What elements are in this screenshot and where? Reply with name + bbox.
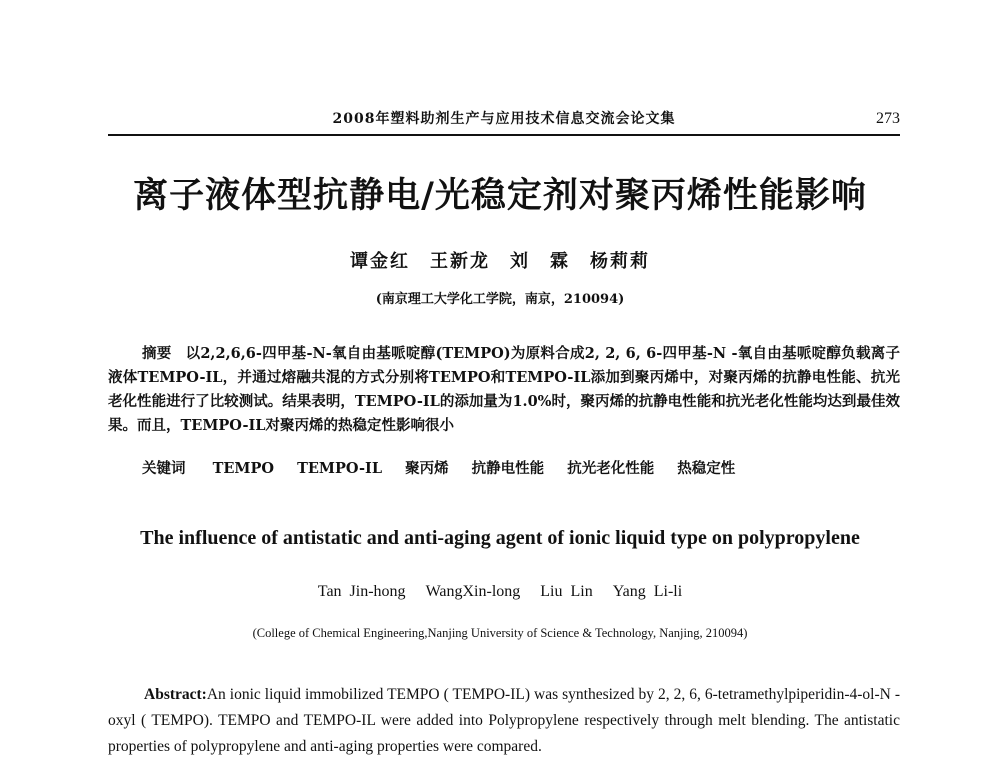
keyword: 抗光老化性能 bbox=[567, 460, 655, 477]
paper-title-cn: 离子液体型抗静电/光稳定剂对聚丙烯性能影响 bbox=[133, 175, 867, 216]
page-number: 273 bbox=[876, 110, 900, 127]
keyword: TEMPO bbox=[212, 460, 274, 477]
keyword: 聚丙烯 bbox=[405, 460, 449, 477]
conference-name: 2008年塑料助剂生产与应用技术信息交流会论文集 bbox=[332, 111, 676, 127]
author-en: Yang Li-li bbox=[612, 583, 683, 600]
keyword: 抗静电性能 bbox=[471, 460, 545, 477]
author-en: Tan Jin-hong bbox=[317, 583, 406, 600]
abstract-en bbox=[108, 682, 900, 760]
abstract-cn-text: 以2,2,6,6-四甲基-N-氧自由基哌啶醇(TEMPO)为原料合成2, 2, 6, 6-四甲基-N -氧自由基哌啶醇负载离子液体TEMPO-IL，并通过熔融共混的方式分别将TEMPO和TEMPO-IL添加到聚丙烯中，对聚丙烯的抗静电性能、抗光老化性能进行了比较测试。结果表明，TEMPO-IL的添加量为1.0%时，聚丙烯的抗静电性能和抗光老化性能均达到最佳效果。而且，TEMPO-IL对聚丙烯的热稳定性影响很小 bbox=[108, 345, 900, 434]
author-en: WangXin-long bbox=[425, 583, 521, 600]
paper-title-en: The influence of antistatic and anti-aging agent of ionic liquid type on polypropylene bbox=[140, 527, 860, 549]
abstract-en-text: An ionic liquid immobilized TEMPO ( TEMPO-IL) was synthesized by 2, 2, 6, 6-tetramethylpiperidin-4-ol-N -oxyl ( TEMPO). TEMPO and TEMPO-IL were added into Polypropylene respectively through melt blending. The antistatic properties of polypropylene and anti-aging properties were compared. bbox=[108, 686, 900, 755]
affiliation-en: (College of Chemical Engineering,Nanjing University of Science & Technology, Nanjing, 210094) bbox=[252, 626, 748, 640]
abstract-en-label: Abstract: bbox=[144, 686, 207, 703]
author-en: Liu Lin bbox=[540, 583, 593, 600]
keywords-cn-label: 关键词 bbox=[142, 460, 186, 477]
running-header bbox=[108, 104, 900, 136]
authors-cn: 谭金红 王新龙 刘 霖 杨莉莉 bbox=[350, 251, 650, 272]
affiliation-cn: (南京理工大学化工学院，南京，210094) bbox=[375, 292, 625, 307]
abstract-cn-label: 摘要 bbox=[142, 345, 172, 362]
abstract-cn bbox=[108, 342, 900, 438]
keywords-cn bbox=[142, 457, 735, 478]
keyword: TEMPO-IL bbox=[297, 460, 383, 477]
keyword: 热稳定性 bbox=[677, 460, 736, 477]
authors-en bbox=[0, 583, 1000, 601]
